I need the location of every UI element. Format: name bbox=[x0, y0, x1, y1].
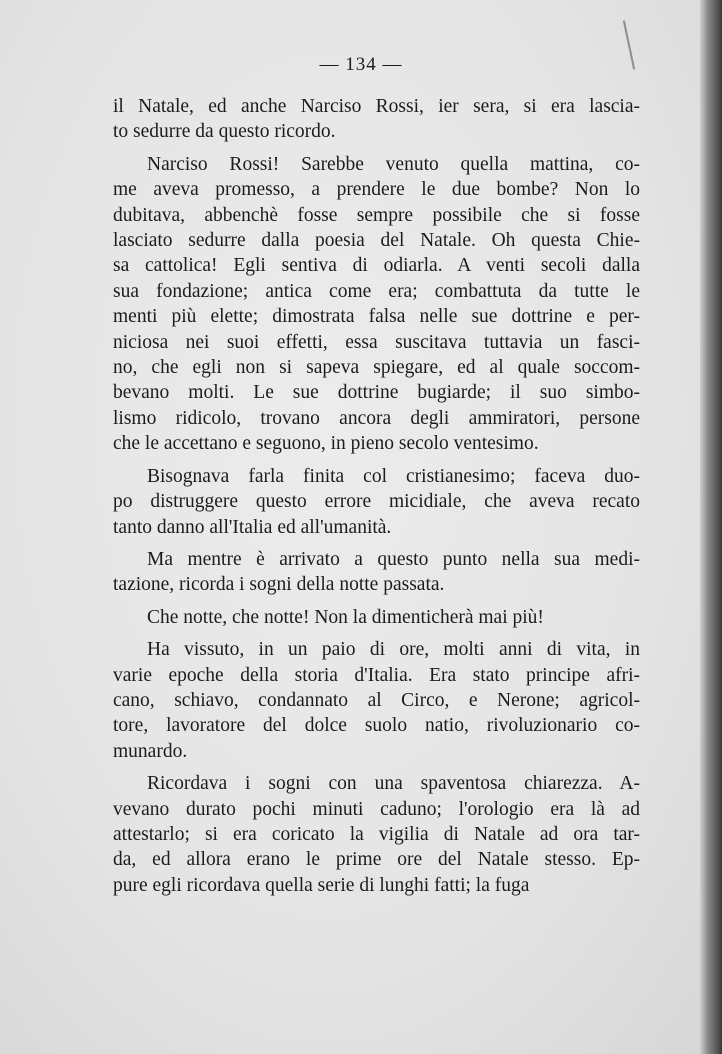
text-line: tanto danno all'Italia ed all'umanità. bbox=[113, 516, 392, 538]
text-line: sa cattolica! Egli sentiva di odiarla. A venti secoli dalla bbox=[113, 255, 640, 277]
text-line: po distruggere questo errore micidiale, che aveva recato bbox=[113, 491, 640, 513]
text-line: Ma mentre è arrivato a questo punto nella sua medi- bbox=[147, 548, 640, 570]
text-line: cano, schiavo, condannato al Circo, e Nerone; agricol- bbox=[113, 689, 640, 711]
text-line: niciosa nei suoi effetti, essa suscitava tuttavia un fasci- bbox=[113, 331, 640, 353]
text-line: Bisognava farla finita col cristianesimo; faceva duo- bbox=[147, 465, 640, 487]
text-line: Ha vissuto, in un paio di ore, molti anni di vita, in bbox=[147, 639, 640, 661]
body-text bbox=[113, 94, 640, 905]
text-line: bevano molti. Le sue dottrine bugiarde; il suo simbo- bbox=[113, 382, 640, 404]
text-line: tore, lavoratore del dolce suolo natio, rivoluzionario co- bbox=[113, 715, 640, 737]
text-line: attestarlo; si era coricato la vigilia di Natale ad ora tar- bbox=[113, 823, 640, 845]
paragraph bbox=[113, 605, 640, 630]
text-line: da, ed allora erano le prime ore del Natale stesso. Ep- bbox=[113, 849, 640, 871]
text-line: che le accettano e seguono, in pieno secolo ventesimo. bbox=[113, 433, 539, 455]
text-line: me aveva promesso, a prendere le due bombe? Non lo bbox=[113, 179, 640, 201]
text-line: tazione, ricorda i sogni della notte passata. bbox=[113, 574, 445, 596]
text-line: Ricordava i sogni con una spaventosa chiarezza. A- bbox=[147, 773, 640, 795]
text-line: Narciso Rossi! Sarebbe venuto quella mattina, co- bbox=[147, 153, 640, 175]
text-line: menti più elette; dimostrata falsa nelle sue dottrine e per- bbox=[113, 306, 640, 328]
text-line: il Natale, ed anche Narciso Rossi, ier sera, si era lascia- bbox=[113, 96, 640, 117]
text-line: to sedurre da questo ricordo. bbox=[113, 121, 336, 143]
paragraph bbox=[113, 547, 640, 598]
text-line: Che notte, che notte! Non la dimenticherà mai più! bbox=[147, 606, 544, 628]
text-line: munardo. bbox=[113, 740, 188, 762]
text-line: lismo ridicolo, trovano ancora degli ammiratori, persone bbox=[113, 407, 640, 429]
text-line: sua fondazione; antica come era; combattuta da tutte le bbox=[113, 280, 640, 302]
text-line: no, che egli non si sapeva spiegare, ed al quale soccom- bbox=[113, 357, 640, 379]
text-line: dubitava, abbenchè fosse sempre possibile che si fosse bbox=[113, 204, 640, 226]
paragraph bbox=[113, 637, 640, 764]
text-line: lasciato sedurre dalla poesia del Natale. Oh questa Chie- bbox=[113, 230, 640, 252]
paragraph bbox=[113, 94, 640, 145]
page-number: — 134 — bbox=[319, 54, 403, 75]
paragraph bbox=[113, 464, 640, 540]
text-line: pure egli ricordava quella serie di lunghi fatti; la fuga bbox=[113, 874, 530, 896]
text-line: varie epoche della storia d'Italia. Era stato principe afri- bbox=[113, 664, 640, 686]
page-edge-shadow bbox=[700, 0, 722, 1054]
text-line: vevano durato pochi minuti caduno; l'orologio era là ad bbox=[113, 798, 640, 820]
paragraph bbox=[113, 771, 640, 898]
paragraph bbox=[113, 152, 640, 457]
